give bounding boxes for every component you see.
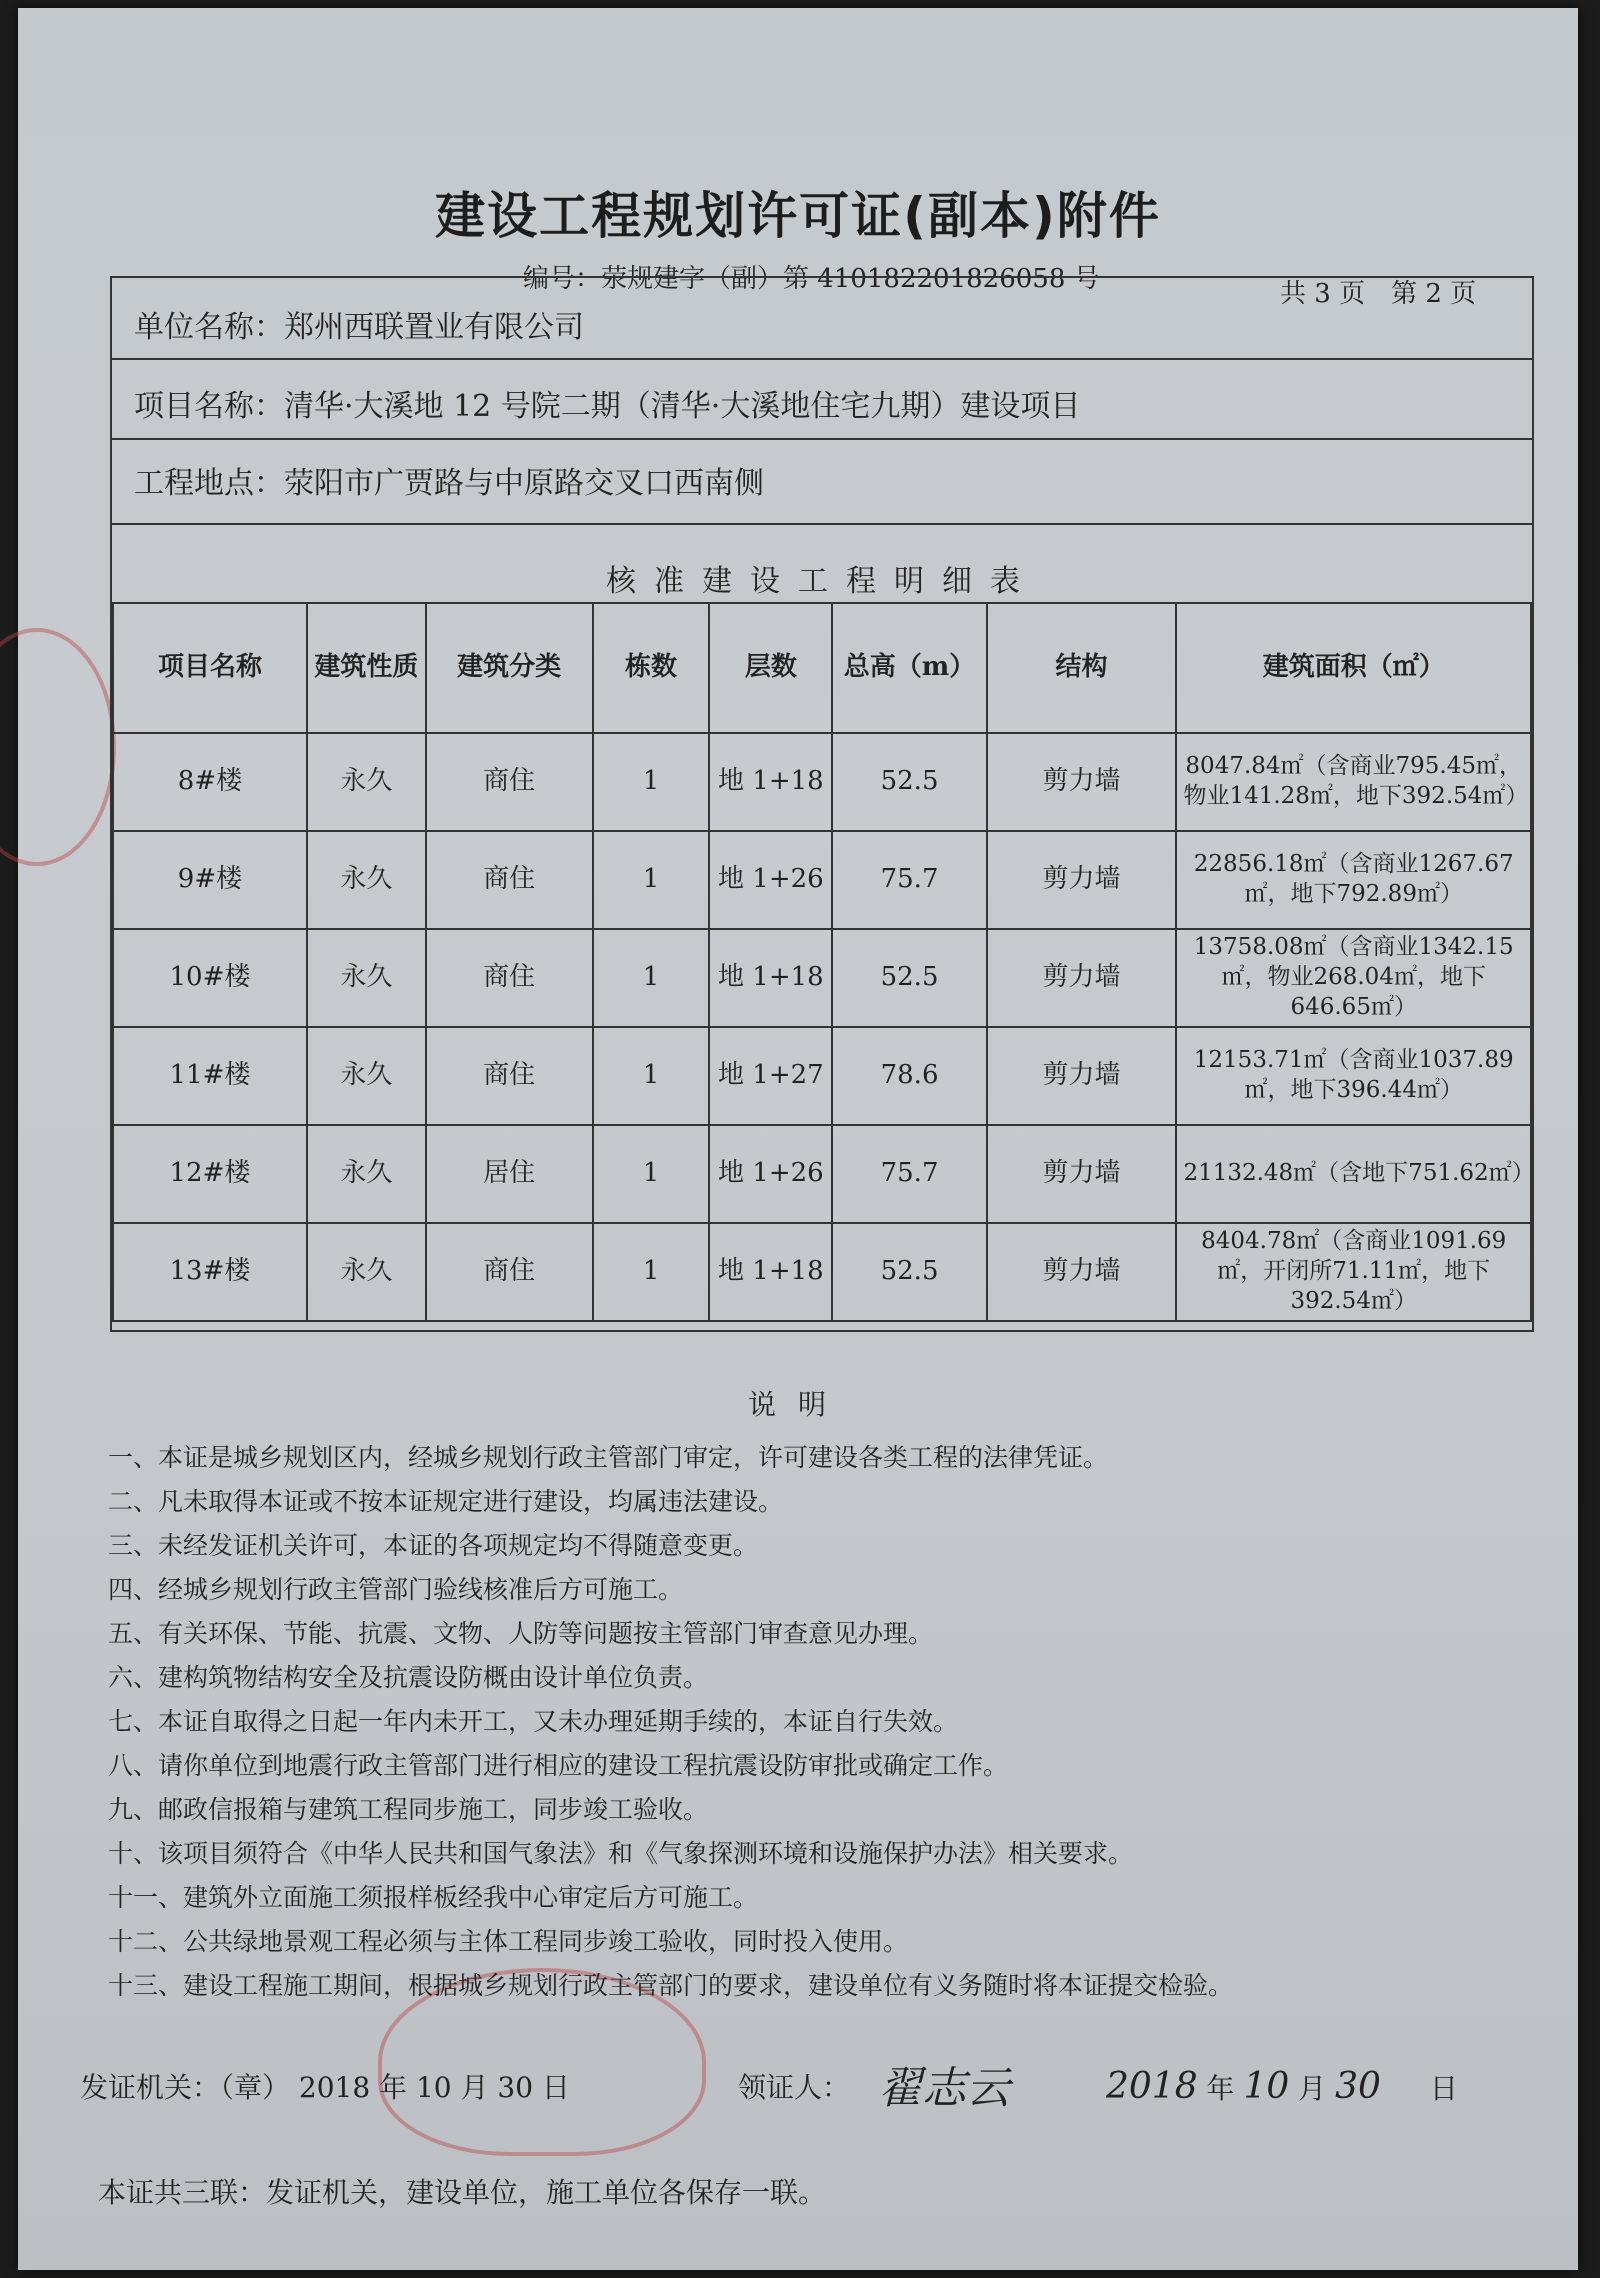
cell-structure: 剪力墙 (987, 831, 1177, 929)
cell-nature: 永久 (307, 1027, 426, 1125)
cell-count: 1 (593, 733, 710, 831)
header-nature: 建筑性质 (307, 603, 426, 733)
cell-count: 1 (593, 831, 710, 929)
copies-note: 本证共三联：发证机关，建设单位，施工单位各保存一联。 (98, 2176, 827, 2209)
header-height: 总高（m） (832, 603, 986, 733)
table-row (113, 929, 1531, 1027)
header-structure: 结构 (987, 603, 1177, 733)
table-header-row (113, 603, 1531, 733)
project-name: 项目名称：清华·大溪地 12 号院二期（清华·大溪地住宅九期）建设项目 (134, 389, 1081, 424)
note-item: 十一、建筑外立面施工须报样板经我中心审定后方可施工。 (108, 1883, 759, 1912)
seal-stamp-left (0, 628, 116, 866)
receive-date-year-unit: 年 (1206, 2072, 1235, 2105)
pages-current: 第 2 页 (1391, 279, 1477, 309)
permit-frame (110, 276, 1534, 1332)
cell-floors: 地 1+18 (709, 733, 832, 831)
note-item: 一、本证是城乡规划区内，经城乡规划行政主管部门审定，许可建设各类工程的法律凭证。 (108, 1443, 1109, 1472)
divider (112, 438, 1532, 440)
cell-floors: 地 1+26 (709, 831, 832, 929)
note-item: 五、有关环保、节能、抗震、文物、人防等问题按主管部门审查意见办理。 (108, 1619, 934, 1648)
table-row (113, 1027, 1531, 1125)
note-item: 八、请你单位到地震行政主管部门进行相应的建设工程抗震设防审批或确定工作。 (108, 1751, 1009, 1780)
cell-building: 9#楼 (113, 831, 307, 929)
cell-structure: 剪力墙 (987, 1223, 1177, 1321)
cell-building: 11#楼 (113, 1027, 307, 1125)
cell-category: 商住 (426, 1027, 593, 1125)
cell-area: 12153.71㎡（含商业1037.89㎡，地下396.44㎡） (1176, 1027, 1531, 1125)
header-category: 建筑分类 (426, 603, 593, 733)
note-item: 十三、建设工程施工期间，根据城乡规划行政主管部门的要求，建设单位有义务随时将本证提交检验。 (108, 1971, 1234, 2000)
cell-height: 52.5 (832, 929, 986, 1027)
cell-nature: 永久 (307, 733, 426, 831)
cell-category: 居住 (426, 1125, 593, 1223)
cell-building: 13#楼 (113, 1223, 307, 1321)
pages-total: 共 3 页 (1280, 279, 1366, 309)
divider (112, 523, 1532, 525)
receive-date-day-unit: 日 (1429, 2072, 1458, 2105)
table-row (113, 831, 1531, 929)
cell-area: 21132.48㎡（含地下751.62㎡） (1176, 1125, 1531, 1223)
cell-count: 1 (593, 1223, 710, 1321)
note-item: 四、经城乡规划行政主管部门验线核准后方可施工。 (108, 1575, 684, 1604)
note-item: 十二、公共绿地景观工程必须与主体工程同步竣工验收，同时投入使用。 (108, 1927, 909, 1956)
cell-count: 1 (593, 929, 710, 1027)
cell-height: 75.7 (832, 831, 986, 929)
document-number: 编号：荥规建字（副）第 410182201826058 号 (523, 264, 1100, 294)
cell-count: 1 (593, 1027, 710, 1125)
notes-title: 说明 (747, 1388, 848, 1421)
divider (112, 358, 1532, 360)
cell-structure: 剪力墙 (987, 733, 1177, 831)
building-detail-table (112, 602, 1535, 1322)
receive-date (1106, 2066, 1458, 2107)
unit-name: 单位名称：郑州西联置业有限公司 (134, 310, 584, 345)
cell-category: 商住 (426, 733, 593, 831)
cell-area: 8047.84㎡（含商业795.45㎡，物业141.28㎡，地下392.54㎡） (1176, 733, 1531, 831)
cell-structure: 剪力墙 (987, 1125, 1177, 1223)
cell-area: 22856.18㎡（含商业1267.67㎡，地下792.89㎡） (1176, 831, 1531, 929)
note-item: 七、本证自取得之日起一年内未开工，又未办理延期手续的，本证自行失效。 (108, 1707, 959, 1736)
receive-date-year: 2018 (1106, 2066, 1198, 2107)
cell-building: 12#楼 (113, 1125, 307, 1223)
table-row (113, 1223, 1531, 1321)
note-item: 六、建构筑物结构安全及抗震设防概由设计单位负责。 (108, 1663, 709, 1692)
note-item: 九、邮政信报箱与建筑工程同步施工，同步竣工验收。 (108, 1795, 709, 1824)
table-title: 核准建设工程明细表 (606, 564, 1038, 599)
cell-height: 75.7 (832, 1125, 986, 1223)
cell-area: 8404.78㎡（含商业1091.69㎡，开闭所71.11㎡，地下392.54㎡） (1176, 1223, 1531, 1321)
cell-height: 78.6 (832, 1027, 986, 1125)
note-item: 三、未经发证机关许可，本证的各项规定均不得随意变更。 (108, 1531, 759, 1560)
cell-nature: 永久 (307, 929, 426, 1027)
notes-list (108, 1436, 1548, 2008)
receive-date-month: 10 (1243, 2066, 1290, 2107)
cell-building: 10#楼 (113, 929, 307, 1027)
cell-nature: 永久 (307, 1125, 426, 1223)
receiver-label: 领证人： (738, 2071, 851, 2104)
cell-area: 13758.08㎡（含商业1342.15㎡，物业268.04㎡，地下646.65㎡） (1176, 929, 1531, 1027)
cell-count: 1 (593, 1125, 710, 1223)
receive-date-month-unit: 月 (1298, 2072, 1327, 2105)
table-row (113, 1125, 1531, 1223)
cell-floors: 地 1+27 (709, 1027, 832, 1125)
receive-date-day: 30 (1335, 2066, 1381, 2107)
cell-category: 商住 (426, 831, 593, 929)
cell-nature: 永久 (307, 831, 426, 929)
cell-category: 商住 (426, 929, 593, 1027)
cell-category: 商住 (426, 1223, 593, 1321)
cell-floors: 地 1+26 (709, 1125, 832, 1223)
cell-height: 52.5 (832, 1223, 986, 1321)
table-row (113, 733, 1531, 831)
cell-nature: 永久 (307, 1223, 426, 1321)
header-floors: 层数 (709, 603, 832, 733)
cell-structure: 剪力墙 (987, 1027, 1177, 1125)
header-project-name: 项目名称 (113, 603, 307, 733)
cell-floors: 地 1+18 (709, 929, 832, 1027)
header-area: 建筑面积（㎡） (1176, 603, 1531, 733)
note-item: 十、该项目须符合《中华人民共和国气象法》和《气象探测环境和设施保护办法》相关要求。 (108, 1839, 1134, 1868)
project-location: 工程地点：荥阳市广贾路与中原路交叉口西南侧 (134, 466, 764, 501)
document-page (18, 8, 1578, 2270)
cell-height: 52.5 (832, 733, 986, 831)
document-title: 建设工程规划许可证(副本)附件 (435, 187, 1161, 245)
issuer-line: 发证机关：（章） 2018 年 10 月 30 日 (80, 2071, 570, 2104)
note-item: 二、凡未取得本证或不按本证规定进行建设，均属违法建设。 (108, 1487, 784, 1516)
cell-structure: 剪力墙 (987, 929, 1177, 1027)
cell-floors: 地 1+18 (709, 1223, 832, 1321)
header-count: 栋数 (593, 603, 710, 733)
receiver-signature: 翟志云 (878, 2063, 1010, 2114)
cell-building: 8#楼 (113, 733, 307, 831)
